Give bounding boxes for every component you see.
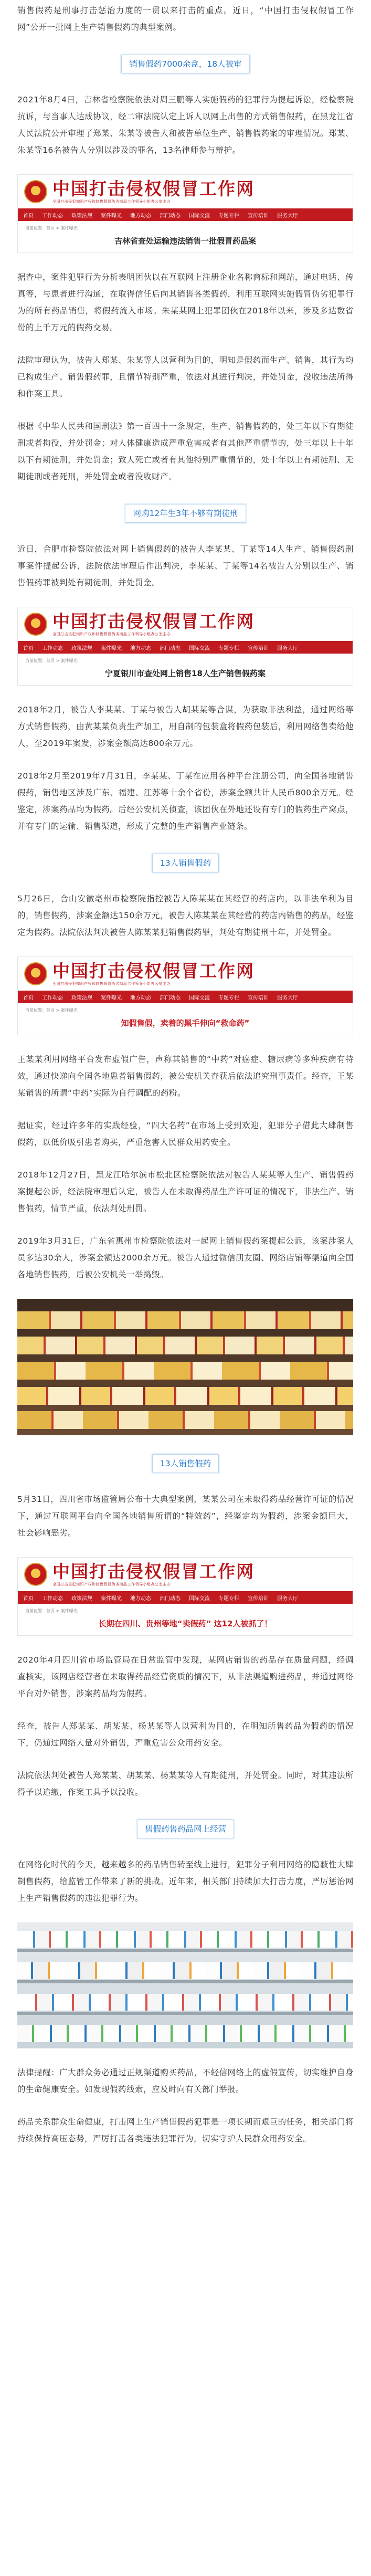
site-nav-item[interactable]: 国际交流 (189, 213, 210, 219)
section-title (17, 1454, 354, 1473)
site-nav-item[interactable]: 专题专栏 (218, 1595, 239, 1602)
website-screenshot (17, 1557, 353, 1636)
site-name-subtitle: 全国打击侵犯知识产权和制售假冒伪劣商品工作领导小组办公室主办 (52, 1582, 171, 1586)
site-nav-item[interactable]: 国际交流 (189, 645, 210, 651)
site-nav-item[interactable]: 服务大厅 (277, 1595, 298, 1602)
box-stack (17, 1387, 353, 1405)
site-header (18, 175, 353, 208)
site-nav-item[interactable]: 服务大厅 (277, 213, 298, 219)
paragraph: 5月31日，四川省市场监管局公布十大典型案例，某某公司在未取得药品经营许可证的情况下，通过互联网平台向全国各地销售所谓的“特效药”，经鉴定均为假药，涉案金额巨大，社会影响恶劣。 (17, 1495, 354, 1538)
site-nav-item[interactable]: 首页 (23, 213, 34, 219)
site-article-title: 知假售假，卖着的黑手伸向“救命药” (121, 1018, 250, 1028)
site-nav-item[interactable]: 宣传培训 (248, 995, 269, 1001)
site-nav (18, 991, 353, 1003)
site-nav-item[interactable]: 工作动态 (42, 1595, 63, 1602)
site-nav-item[interactable]: 地方动态 (130, 645, 151, 651)
breadcrumb: 当前位置：首页 > 案件曝光 (25, 1008, 78, 1013)
site-nav-item[interactable]: 部门动态 (160, 995, 181, 1001)
section-title-label: 13人销售假药 (152, 1454, 219, 1473)
site-nav-item[interactable]: 部门动态 (160, 213, 181, 219)
site-nav-item[interactable]: 国际交流 (189, 995, 210, 1001)
medicine-boxes (17, 1962, 353, 1979)
breadcrumb: 当前位置：首页 > 案件曝光 (25, 1608, 78, 1613)
site-nav-item[interactable]: 工作动态 (42, 213, 63, 219)
paragraph: 药品关系群众生命健康，打击网上生产销售假药犯罪是一项长期而艰巨的任务，相关部门将持续保持高压态势，严厉打击各类违法犯罪行为，切实守护人民群众用药安全。 (17, 2117, 354, 2143)
site-name-title: 中国打击侵权假冒工作网 (52, 611, 255, 632)
paragraph: 在网络化时代的今天，越来越多的药品销售转至线上进行，犯罪分子利用网络的隐蔽性大肆制售假药，给监管工作带来了新的挑战。近年来，相关部门持续加大打击力度，严厉惩治网上生产销售假药的违法犯罪行为。 (17, 1860, 354, 1903)
section-title (17, 504, 354, 523)
section-title-label: 网购12年生3年不够有期徒刑 (125, 504, 246, 523)
site-nav-item[interactable]: 案件曝光 (101, 645, 122, 651)
site-nav-item[interactable]: 部门动态 (160, 645, 181, 651)
site-nav-item[interactable]: 案件曝光 (101, 995, 122, 1001)
site-nav-item[interactable]: 政策法规 (71, 995, 92, 1001)
site-article-title: 吉林省查处运输违法销售一批假冒药品案 (114, 236, 256, 246)
pharmacy-shelf-photo (17, 1922, 353, 2048)
paragraph: 销售假药是刑事打击惩治力度的一贯以来打击的重点。近日，“中国打击侵权假冒工作网”公开一批网上生产销售假药的典型案例。 (17, 6, 354, 32)
site-name-title: 中国打击侵权假冒工作网 (52, 961, 255, 981)
paragraph: 法院依法判处被告人郑某某、胡某某、杨某某等人有期徒刑，并处罚金。同时，对其违法所得予以追缴，作案工具予以没收。 (17, 1771, 354, 1797)
paragraph: 根据《中华人民共和国刑法》第一百四十一条规定，生产、销售假药的，处三年以下有期徒刑或者拘役，并处罚金；对人体健康造成严重危害或者有其他严重情节的，处三年以上十年以下有期徒刑，并处罚金；致人死亡或者有其他特别严重情节的，处十年以上有期徒刑、无期徒刑或者死刑，并处罚金或者没收财产。 (17, 422, 354, 481)
site-nav-item[interactable]: 案件曝光 (101, 213, 122, 219)
website-screenshot (17, 607, 353, 686)
national-emblem-icon (24, 962, 47, 985)
site-nav (18, 1591, 353, 1604)
paragraph: 据证实，经过许多年的实践经验，“四大名药”在市场上受到欢迎，犯罪分子借此大肆制售假药，以低价吸引患者购买，严重危害人民群众用药安全。 (17, 1121, 354, 1147)
paragraph: 近日，合肥市检察院依法对网上销售假药的被告人李某某、丁某等14人生产、销售假药刑事案件提起公诉，法院依法审理后作出判决，李某某、丁某等14名被告人分别以生产、销售假药罪被判处有期徒刑，并处罚金。 (17, 544, 354, 587)
site-nav-item[interactable]: 地方动态 (130, 995, 151, 1001)
site-nav-item[interactable]: 工作动态 (42, 995, 63, 1001)
site-nav-item[interactable]: 首页 (23, 1595, 34, 1602)
site-nav (18, 208, 353, 221)
section-title-label: 售假药售药品网上经营 (137, 1820, 234, 1838)
site-header (18, 607, 353, 641)
seized-goods-photo (17, 1299, 353, 1435)
paragraph: 法院审理认为，被告人郑某、朱某等人以营利为目的，明知是假药而生产、销售，其行为均已构成生产、销售假药罪，且情节特别严重，依法对其进行判决，并处罚金，没收违法所得和作案工具。 (17, 355, 354, 398)
section-title-label: 13人销售假药 (152, 854, 219, 872)
website-screenshot (17, 956, 353, 1035)
paragraph: 王某某利用网络平台发布虚假广告，声称其销售的“中药”对癌症、糖尿病等多种疾病有特效，通过快递向全国各地患者销售假药，被公安机关查获后依法追究刑事责任。经查，王某某销售的所谓“中药”实际为自行调配的药粉。 (17, 1055, 354, 1098)
site-nav-item[interactable]: 政策法规 (71, 1595, 92, 1602)
site-name-subtitle: 全国打击侵犯知识产权和制售假冒伪劣商品工作领导小组办公室主办 (52, 982, 171, 986)
section-title (17, 1820, 354, 1838)
site-article-title: 长期在四川、贵州等地“卖假药” 这12人被抓了！ (98, 1619, 272, 1628)
site-name-title: 中国打击侵权假冒工作网 (52, 1561, 255, 1582)
paragraph: 2019年3月31日，广东省惠州市检察院依法对一起网上销售假药案提起公诉，该案涉案人员多达30余人，涉案金额达2000余万元。被告人通过微信朋友圈、网络店铺等渠道向全国各地销售假药，后被公安机关一举捣毁。 (17, 1236, 354, 1279)
site-nav-item[interactable]: 宣传培训 (248, 213, 269, 219)
paragraph: 5月26日，合山安徽亳州市检察院指控被告人陈某某在其经营的药店内，以非法牟利为目的，销售假药，涉案金额达150余万元，被告人陈某某在其经营的药店内销售的药品，经鉴定为假药。法院依法判决被告人陈某某犯销售假药罪，判处有期徒刑十年，并处罚金。 (17, 894, 354, 937)
medicine-boxes (17, 1931, 353, 1948)
medicine-boxes (17, 2025, 353, 2042)
national-emblem-icon (24, 1563, 47, 1586)
paragraph: 2018年2月至2019年7月31日，李某某、丁某在应用各种平台注册公司，向全国各地销售假药，销售地区涉及广东、福建、江苏等十余个省份，涉案金额共计人民币800余万元。经鉴定，涉案药品均为假药。后经公安机关侦查，该团伙在外地还设有专门的假药生产窝点，并有专门的运输、销售渠道，形成了完整的生产销售产业链条。 (17, 771, 354, 831)
paragraph: 2020年4月四川省市场监管局在日常监管中发现，某网店销售的药品存在质量问题，经调查核实，该网店经营者在未取得药品经营资质的情况下，从非法渠道购进药品，并通过网络平台对外销售，涉案药品均为假药。 (17, 1655, 354, 1698)
box-stack (17, 1362, 353, 1380)
site-name-subtitle: 全国打击侵犯知识产权和制售假冒伪劣商品工作领导小组办公室主办 (52, 632, 171, 636)
site-nav-item[interactable]: 首页 (23, 995, 34, 1001)
paragraph: 2018年2月，被告人李某某、丁某与被告人胡某某等合谋，为获取非法利益，通过网络等方式销售假药，由黄某某负责生产加工，用自制的包装盒将假药包装后，利用网络售卖给他人，至2019年案发，涉案金额高达800余万元。 (17, 705, 354, 748)
section-title-label: 销售假药7000余盒，18人被审 (121, 55, 249, 73)
site-nav-item[interactable]: 宣传培训 (248, 1595, 269, 1602)
site-name-subtitle: 全国打击侵犯知识产权和制售假冒伪劣商品工作领导小组办公室主办 (52, 199, 171, 204)
paragraph: 法律提醒：广大群众务必通过正规渠道购买药品，不轻信网络上的虚假宣传，切实维护自身的生命健康安全。如发现假药线索，应及时向有关部门举报。 (17, 2068, 354, 2094)
site-nav-item[interactable]: 政策法规 (71, 213, 92, 219)
site-name (52, 612, 255, 637)
site-nav-item[interactable]: 服务大厅 (277, 645, 298, 651)
site-article-title: 宁夏银川市查处网上销售18人生产销售假药案 (105, 669, 266, 678)
site-name-title: 中国打击侵权假冒工作网 (52, 178, 255, 199)
site-nav-item[interactable]: 宣传培训 (248, 645, 269, 651)
site-nav-item[interactable]: 专题专栏 (218, 645, 239, 651)
site-name (52, 179, 255, 204)
paragraph: 2018年12月27日，黑龙江哈尔滨市松北区检察院依法对被告人某某等人生产、销售假药案提起公诉，经法院审理后认定，被告人在未取得药品生产许可证的情况下，非法生产、销售假药，情节严重，依法判处刑罚。 (17, 1170, 354, 1213)
box-stack (17, 1311, 353, 1329)
site-nav-item[interactable]: 案件曝光 (101, 1595, 122, 1602)
breadcrumb: 当前位置：首页 > 案件曝光 (25, 658, 78, 663)
article (0, 2, 371, 2147)
section-title (17, 854, 354, 872)
site-nav-item[interactable]: 专题专栏 (218, 213, 239, 219)
box-stack (17, 1411, 353, 1429)
paragraph: 2021年8月4日，吉林省检察院依法对周三鹏等人实施假药的犯罪行为提起诉讼，经检察院抗诉，与当事人达成协议，经二审法院认定上诉人以网上出售的方式销售假药，在黑龙江省人民法院公开审理了郑某、朱某等被告人和被告单位生产、销售假药案的审理情况。郑某、朱某等16名被告人分别以涉及的罪名，13名律师参与辩护。 (17, 95, 354, 155)
site-nav-item[interactable]: 部门动态 (160, 1595, 181, 1602)
site-header (18, 957, 353, 991)
paragraph: 经查，被告人郑某某、胡某某、杨某某等人以营利为目的，在明知所售药品为假药的情况下，仍通过网络大量对外销售，严重危害公众用药安全。 (17, 1721, 354, 1748)
site-nav-item[interactable]: 国际交流 (189, 1595, 210, 1602)
site-nav-item[interactable]: 地方动态 (130, 1595, 151, 1602)
medicine-boxes (17, 1994, 353, 2011)
national-emblem-icon (24, 180, 47, 203)
breadcrumb: 当前位置：首页 > 案件曝光 (25, 226, 78, 230)
national-emblem-icon (24, 613, 47, 636)
site-nav (18, 641, 353, 654)
box-stack (17, 1337, 353, 1354)
site-nav-item[interactable]: 工作动态 (42, 645, 63, 651)
site-nav-item[interactable]: 首页 (23, 645, 34, 651)
paragraph: 据查中，案件犯罪行为分析表明团伙以在互联网上注册企业名称商标和网站，通过电话、传真等，与患者进行沟通，在取得信任后向其销售各类假药，利用互联网实施假冒伪劣犯罪行为的所有药品销售，将假药流入市场。朱某某网上犯罪团伙在2018年以来，涉及多达数省份的上千万元的假药交易。 (17, 272, 354, 332)
site-nav-item[interactable]: 服务大厅 (277, 995, 298, 1001)
site-name (52, 961, 255, 986)
site-header (18, 1558, 353, 1591)
section-title (17, 55, 354, 73)
website-screenshot (17, 174, 353, 253)
site-nav-item[interactable]: 地方动态 (130, 213, 151, 219)
site-nav-item[interactable]: 政策法规 (71, 645, 92, 651)
site-name (52, 1562, 255, 1587)
site-nav-item[interactable]: 专题专栏 (218, 995, 239, 1001)
